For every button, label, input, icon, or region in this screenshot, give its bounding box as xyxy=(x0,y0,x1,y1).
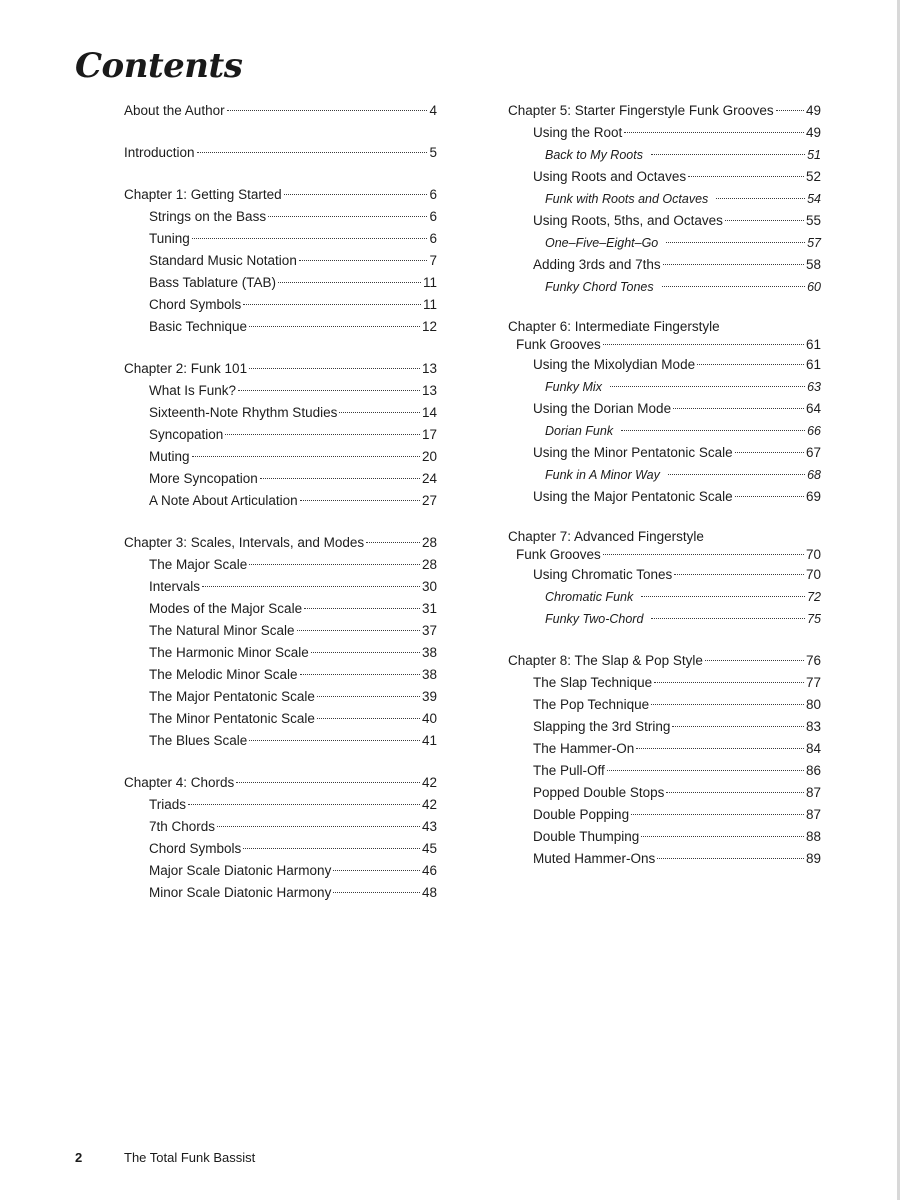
toc-section-entry xyxy=(508,564,821,586)
dot-leader xyxy=(317,695,420,697)
toc-chapter-title: Chapter 4: Chords xyxy=(124,775,235,790)
toc-page-number: 37 xyxy=(421,623,437,638)
toc-example-title: One–Five–Eight–Go xyxy=(545,236,659,250)
toc-example-title: Funky Chord Tones xyxy=(545,280,654,294)
toc-section-entry xyxy=(124,686,437,708)
toc-page-number: 30 xyxy=(421,579,437,594)
toc-example-title: Funk in A Minor Way xyxy=(545,468,660,482)
toc-section-title: Using the Root xyxy=(533,125,623,140)
toc-section-title: Adding 3rds and 7ths xyxy=(533,257,661,272)
toc-section-title: Standard Music Notation xyxy=(149,253,297,268)
toc-chapter-entry xyxy=(508,336,821,354)
toc-chapter-heading xyxy=(508,528,821,546)
toc-section-entry xyxy=(508,760,821,782)
dot-leader xyxy=(217,825,420,827)
dot-leader xyxy=(268,215,427,217)
toc-page-number: 68 xyxy=(807,468,821,482)
dot-leader xyxy=(657,857,804,859)
toc-section-entry xyxy=(124,730,437,752)
footer-page-number: 2 xyxy=(75,1150,83,1165)
dot-leader xyxy=(249,563,420,565)
toc-section-entry xyxy=(124,380,437,402)
toc-chapter-entry xyxy=(124,358,437,380)
toc-section-entry xyxy=(508,804,821,826)
section-spacer xyxy=(508,508,821,528)
toc-page-number: 87 xyxy=(805,785,821,800)
dot-leader xyxy=(725,219,804,221)
toc-section-entry xyxy=(508,826,821,848)
toc-section-title: Tuning xyxy=(149,231,190,246)
toc-page-number: 72 xyxy=(807,590,821,604)
toc-page-number: 46 xyxy=(421,863,437,878)
section-spacer xyxy=(508,630,821,650)
toc-page-number: 49 xyxy=(805,103,821,118)
toc-section-entry xyxy=(508,738,821,760)
toc-section-title: The Major Scale xyxy=(149,557,248,572)
toc-chapter-entry xyxy=(508,650,821,672)
toc-page-number: 58 xyxy=(805,257,821,272)
toc-column-left xyxy=(124,100,437,904)
toc-page-number: 69 xyxy=(805,489,821,504)
dot-leader xyxy=(249,367,420,369)
toc-chapter-title: About the Author xyxy=(124,103,225,118)
dot-leader xyxy=(776,109,804,111)
toc-section-entry xyxy=(124,642,437,664)
toc-page-number: 49 xyxy=(805,125,821,140)
toc-page-number: 24 xyxy=(421,471,437,486)
toc-page-number: 6 xyxy=(429,187,437,202)
toc-page-number: 28 xyxy=(421,535,437,550)
toc-chapter-entry xyxy=(124,532,437,554)
dot-leader xyxy=(192,237,428,239)
toc-page-number: 75 xyxy=(807,612,821,626)
toc-section-title: The Blues Scale xyxy=(149,733,248,748)
toc-page-number: 80 xyxy=(805,697,821,712)
toc-section-title: Muted Hammer-Ons xyxy=(533,851,656,866)
toc-example-entry xyxy=(508,608,821,630)
toc-chapter-entry xyxy=(508,100,821,122)
toc-section-title: Chord Symbols xyxy=(149,297,242,312)
toc-section-entry xyxy=(124,316,437,338)
dot-leader xyxy=(651,153,805,155)
toc-section-entry xyxy=(124,206,437,228)
toc-section-entry xyxy=(124,272,437,294)
dot-leader xyxy=(304,607,420,609)
toc-section-title: Major Scale Diatonic Harmony xyxy=(149,863,332,878)
dot-leader xyxy=(641,595,805,597)
dot-leader xyxy=(299,259,428,261)
dot-leader xyxy=(243,847,420,849)
toc-page-number: 88 xyxy=(805,829,821,844)
dot-leader xyxy=(666,241,805,243)
toc-page-number: 87 xyxy=(805,807,821,822)
toc-page-number: 51 xyxy=(807,148,821,162)
toc-section-title: Intervals xyxy=(149,579,201,594)
toc-page-number: 40 xyxy=(421,711,437,726)
toc-chapter-title-continued: Funk Grooves xyxy=(516,547,601,562)
toc-section-entry xyxy=(508,354,821,376)
dot-leader xyxy=(202,585,420,587)
toc-chapter-title: Chapter 1: Getting Started xyxy=(124,187,282,202)
toc-section-entry xyxy=(508,848,821,870)
dot-leader xyxy=(300,673,420,675)
toc-section-entry xyxy=(508,672,821,694)
toc-page-number: 39 xyxy=(421,689,437,704)
toc-section-entry xyxy=(508,398,821,420)
toc-example-entry xyxy=(508,144,821,166)
toc-section-entry xyxy=(124,620,437,642)
toc-section-title: Using the Minor Pentatonic Scale xyxy=(533,445,733,460)
dot-leader xyxy=(300,499,420,501)
toc-section-title: The Harmonic Minor Scale xyxy=(149,645,309,660)
toc-section-entry xyxy=(124,424,437,446)
toc-section-title: Triads xyxy=(149,797,187,812)
toc-section-title: The Hammer-On xyxy=(533,741,635,756)
dot-leader xyxy=(225,433,420,435)
section-spacer xyxy=(124,338,437,358)
toc-page-number: 38 xyxy=(421,667,437,682)
toc-page-number: 84 xyxy=(805,741,821,756)
dot-leader xyxy=(339,411,420,413)
toc-section-title: Bass Tablature (TAB) xyxy=(149,275,277,290)
toc-page-number: 17 xyxy=(421,427,437,442)
toc-section-entry xyxy=(124,838,437,860)
dot-leader xyxy=(735,451,804,453)
toc-section-title: What Is Funk? xyxy=(149,383,237,398)
dot-leader xyxy=(249,739,420,741)
section-spacer xyxy=(124,122,437,142)
toc-page-number: 55 xyxy=(805,213,821,228)
dot-leader xyxy=(610,385,805,387)
dot-leader xyxy=(278,281,421,283)
dot-leader xyxy=(297,629,420,631)
toc-page-number: 86 xyxy=(805,763,821,778)
dot-leader xyxy=(705,659,804,661)
toc-section-entry xyxy=(124,554,437,576)
toc-section-title: The Natural Minor Scale xyxy=(149,623,295,638)
toc-chapter-title-continued: Funk Grooves xyxy=(516,337,601,352)
toc-page-number: 70 xyxy=(805,547,821,562)
toc-example-title: Dorian Funk xyxy=(545,424,614,438)
toc-section-title: Chord Symbols xyxy=(149,841,242,856)
dot-leader xyxy=(603,343,804,345)
toc-section-entry xyxy=(124,860,437,882)
toc-section-entry xyxy=(508,486,821,508)
toc-page-number: 28 xyxy=(421,557,437,572)
toc-section-entry xyxy=(124,468,437,490)
toc-section-entry xyxy=(124,490,437,512)
toc-section-entry xyxy=(508,782,821,804)
toc-page-number: 42 xyxy=(421,797,437,812)
toc-page-number: 57 xyxy=(807,236,821,250)
toc-page-number: 45 xyxy=(421,841,437,856)
toc-section-entry xyxy=(508,442,821,464)
toc-page-number: 89 xyxy=(805,851,821,866)
toc-example-title: Back to My Roots xyxy=(545,148,643,162)
toc-page-number: 48 xyxy=(421,885,437,900)
toc-example-entry xyxy=(508,464,821,486)
dot-leader xyxy=(192,455,420,457)
dot-leader xyxy=(666,791,804,793)
toc-page-number: 6 xyxy=(429,231,437,246)
toc-section-title: 7th Chords xyxy=(149,819,216,834)
dot-leader xyxy=(284,193,428,195)
toc-page-number: 61 xyxy=(805,357,821,372)
dot-leader xyxy=(631,813,804,815)
toc-section-title: The Pull-Off xyxy=(533,763,605,778)
toc-section-title: The Melodic Minor Scale xyxy=(149,667,298,682)
toc-section-entry xyxy=(124,794,437,816)
section-spacer xyxy=(124,752,437,772)
dot-leader xyxy=(260,477,420,479)
toc-page-number: 76 xyxy=(805,653,821,668)
toc-page-number: 41 xyxy=(421,733,437,748)
dot-leader xyxy=(227,109,428,111)
toc-page-number: 27 xyxy=(421,493,437,508)
toc-page-number: 13 xyxy=(421,361,437,376)
toc-section-entry xyxy=(124,228,437,250)
toc-section-title: Muting xyxy=(149,449,190,464)
toc-section-title: Popped Double Stops xyxy=(533,785,665,800)
toc-section-title: Double Popping xyxy=(533,807,630,822)
toc-page-number: 5 xyxy=(429,145,437,160)
toc-chapter-entry xyxy=(508,546,821,564)
toc-section-title: More Syncopation xyxy=(149,471,258,486)
toc-page-number: 54 xyxy=(807,192,821,206)
section-spacer xyxy=(124,512,437,532)
dot-leader xyxy=(673,407,804,409)
toc-chapter-title: Introduction xyxy=(124,145,195,160)
page-title: Contents xyxy=(75,46,243,86)
toc-chapter-title: Chapter 6: Intermediate Fingerstyle xyxy=(508,319,720,334)
toc-column-right xyxy=(508,100,821,870)
dot-leader xyxy=(621,429,805,431)
toc-chapter-entry xyxy=(124,142,437,164)
toc-example-entry xyxy=(508,420,821,442)
toc-section-title: The Major Pentatonic Scale xyxy=(149,689,315,704)
toc-page-number: 6 xyxy=(429,209,437,224)
toc-page-number: 64 xyxy=(805,401,821,416)
dot-leader xyxy=(333,891,420,893)
toc-section-title: Using the Major Pentatonic Scale xyxy=(533,489,733,504)
toc-section-title: Strings on the Bass xyxy=(149,209,267,224)
toc-section-entry xyxy=(124,294,437,316)
toc-chapter-title: Chapter 3: Scales, Intervals, and Modes xyxy=(124,535,365,550)
dot-leader xyxy=(688,175,804,177)
toc-section-entry xyxy=(124,446,437,468)
toc-page-number: 67 xyxy=(805,445,821,460)
dot-leader xyxy=(243,303,421,305)
footer-book-title: The Total Funk Bassist xyxy=(124,1150,256,1165)
dot-leader xyxy=(735,495,804,497)
toc-section-entry xyxy=(508,716,821,738)
toc-section-title: Minor Scale Diatonic Harmony xyxy=(149,885,332,900)
dot-leader xyxy=(603,553,804,555)
dot-leader xyxy=(641,835,804,837)
toc-page-number: 20 xyxy=(421,449,437,464)
toc-page-number: 77 xyxy=(805,675,821,690)
dot-leader xyxy=(236,781,420,783)
dot-leader xyxy=(651,617,805,619)
toc-example-entry xyxy=(508,376,821,398)
toc-section-title: The Minor Pentatonic Scale xyxy=(149,711,315,726)
toc-page-number: 38 xyxy=(421,645,437,660)
dot-leader xyxy=(238,389,420,391)
toc-section-entry xyxy=(124,664,437,686)
toc-section-entry xyxy=(124,576,437,598)
toc-page-number: 12 xyxy=(421,319,437,334)
toc-section-entry xyxy=(508,166,821,188)
toc-section-title: Using Roots and Octaves xyxy=(533,169,687,184)
toc-section-entry xyxy=(508,210,821,232)
dot-leader xyxy=(607,769,804,771)
toc-page-number: 4 xyxy=(429,103,437,118)
dot-leader xyxy=(366,541,420,543)
toc-page-number: 42 xyxy=(421,775,437,790)
toc-example-entry xyxy=(508,188,821,210)
toc-chapter-title: Chapter 2: Funk 101 xyxy=(124,361,248,376)
dot-leader xyxy=(672,725,804,727)
toc-chapter-entry xyxy=(124,184,437,206)
toc-section-title: Using the Dorian Mode xyxy=(533,401,672,416)
toc-section-title: The Slap Technique xyxy=(533,675,653,690)
toc-section-entry xyxy=(124,708,437,730)
toc-chapter-title: Chapter 8: The Slap & Pop Style xyxy=(508,653,703,668)
toc-section-entry xyxy=(124,882,437,904)
toc-section-title: Basic Technique xyxy=(149,319,248,334)
toc-example-title: Chromatic Funk xyxy=(545,590,634,604)
toc-example-entry xyxy=(508,232,821,254)
toc-page-number: 31 xyxy=(421,601,437,616)
toc-page-number: 61 xyxy=(805,337,821,352)
toc-chapter-entry xyxy=(124,772,437,794)
toc-page-number: 13 xyxy=(421,383,437,398)
toc-page-number: 43 xyxy=(421,819,437,834)
dot-leader xyxy=(249,325,420,327)
dot-leader xyxy=(624,131,804,133)
dot-leader xyxy=(651,703,804,705)
dot-leader xyxy=(197,151,428,153)
toc-section-entry xyxy=(124,598,437,620)
dot-leader xyxy=(311,651,420,653)
toc-chapter-entry xyxy=(124,100,437,122)
toc-section-title: Modes of the Major Scale xyxy=(149,601,303,616)
toc-section-entry xyxy=(508,254,821,276)
dot-leader xyxy=(697,363,804,365)
toc-section-entry xyxy=(508,694,821,716)
toc-section-entry xyxy=(508,122,821,144)
toc-section-title: Using the Mixolydian Mode xyxy=(533,357,696,372)
toc-section-title: The Pop Technique xyxy=(533,697,650,712)
toc-page-number: 7 xyxy=(429,253,437,268)
toc-section-entry xyxy=(124,250,437,272)
section-spacer xyxy=(508,298,821,318)
toc-example-title: Funky Two-Chord xyxy=(545,612,644,626)
toc-chapter-title: Chapter 5: Starter Fingerstyle Funk Grooves xyxy=(508,103,774,118)
toc-page-number: 83 xyxy=(805,719,821,734)
toc-page-number: 11 xyxy=(422,275,437,290)
dot-leader xyxy=(636,747,804,749)
toc-page-number: 60 xyxy=(807,280,821,294)
toc-page-number: 14 xyxy=(421,405,437,420)
toc-section-title: Syncopation xyxy=(149,427,224,442)
toc-section-entry xyxy=(124,402,437,424)
toc-section-title: Slapping the 3rd String xyxy=(533,719,671,734)
toc-section-title: Using Roots, 5ths, and Octaves xyxy=(533,213,723,228)
toc-section-title: Sixteenth-Note Rhythm Studies xyxy=(149,405,338,420)
dot-leader xyxy=(317,717,420,719)
toc-chapter-title: Chapter 7: Advanced Fingerstyle xyxy=(508,529,704,544)
dot-leader xyxy=(188,803,420,805)
toc-example-title: Funk with Roots and Octaves xyxy=(545,192,709,206)
toc-example-entry xyxy=(508,586,821,608)
toc-chapter-heading xyxy=(508,318,821,336)
toc-page-number: 63 xyxy=(807,380,821,394)
dot-leader xyxy=(333,869,420,871)
toc-section-entry xyxy=(124,816,437,838)
dot-leader xyxy=(654,681,804,683)
dot-leader xyxy=(716,197,805,199)
dot-leader xyxy=(674,573,804,575)
toc-page-number: 66 xyxy=(807,424,821,438)
toc-page-number: 11 xyxy=(422,297,437,312)
toc-section-title: Double Thumping xyxy=(533,829,640,844)
toc-example-title: Funky Mix xyxy=(545,380,602,394)
dot-leader xyxy=(662,285,805,287)
toc-section-title: Using Chromatic Tones xyxy=(533,567,673,582)
toc-page-number: 70 xyxy=(805,567,821,582)
toc-page-number: 52 xyxy=(805,169,821,184)
toc-section-title: A Note About Articulation xyxy=(149,493,298,508)
section-spacer xyxy=(124,164,437,184)
dot-leader xyxy=(668,473,805,475)
toc-example-entry xyxy=(508,276,821,298)
dot-leader xyxy=(663,263,804,265)
